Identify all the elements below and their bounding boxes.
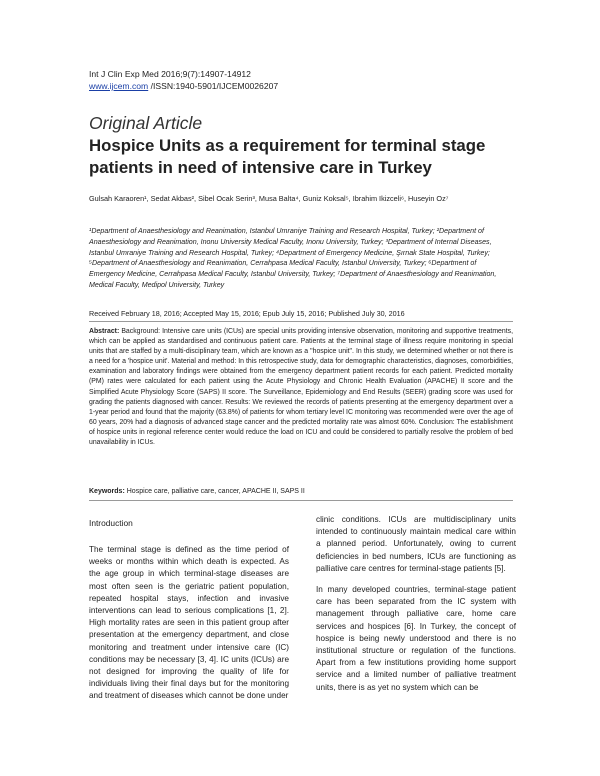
column-left bbox=[89, 517, 289, 712]
article-title: Hospice Units as a requirement for terminal stage patients in need of intensive care in Turkey bbox=[89, 136, 486, 177]
divider-bottom bbox=[89, 500, 513, 501]
section-heading-introduction: Introduction bbox=[89, 518, 133, 528]
journal-citation: Int J Clin Exp Med 2016;9(7):14907-14912 bbox=[89, 69, 251, 79]
article-type: Original Article bbox=[89, 113, 203, 133]
journal-url-link[interactable]: www.ijcem.com bbox=[89, 81, 149, 91]
intro-paragraph-1: The terminal stage is defined as the time period of weeks or months within which death is expected. As the age group in which terminal-stage diseases are most often seen is the geriatric patient population, repeated hospital stays, infection and invasive interventions can lead to serious complications [1, 2]. High mortality rates are seen in this patient group after presentation at the emergency department, and close monitoring and treatment under intensive care (IC) conditions may be necessary [3, 4]. IC units (ICUs) are not designed for improving the quality of life for individuals living their final days but for the monitoring and treatment of diseases which cannot be done under bbox=[89, 545, 289, 701]
abstract-label: Abstract: bbox=[89, 328, 120, 335]
intro-paragraph-2: In many developed countries, terminal-stage patient care has been separated from the IC system with management through palliative care, home care services and hospices [6]. In Turkey, the concept of hospice is being newly understood and there is no institutional structure or regulation of the functions. Apart from a few institutions providing home support service and a limited number of palliative treatment units, there is as yet no system which can be bbox=[316, 585, 516, 692]
abstract-text: Background: Intensive care units (ICUs) are special units providing intensive observation, monitoring and supportive treatments, which can be applied as standardised and continuous patient care. Patients at the terminal stage of illness require monitoring in special units that are staffed by a multi-disciplinary team, which are known as a "hospice unit". In this study, we determined whether or not there is a need for a 'hospice unit'. Material and method: In this retrospective study, data for demographic characteristics, diagnoses, comorbidities, examination and laboratory findings were obtained from the emergency department patient records for each patient. Predicted mortality (PM) rates were calculated for each patient using the Acute Physiology and Chronic Health Evaluation (APACHE) II score and the Simplified Acute Physiology Score (SAPS) II score. The Surveillance, Epidemiology and End Results (SEER) grading score was used for grading the patients diagnosed with cancer. Results: We reviewed the records of patients presenting at the emergency department over a 1-year period and found that the majority (63.8%) of patients for whom tertiary level IC monitoring was recommended were over the age of 60 years, 20% had a diagnosis of advanced stage cancer and the predicted mortality rate was almost 60%. Conclusion: The establishment of hospice units in regional reference center would reduce the load on ICU and could be considered to partially resolve the problem of bed unavailability in ICUs. bbox=[89, 328, 513, 447]
publication-dates: Received February 18, 2016; Accepted May 15, 2016; Epub July 15, 2016; Published July 30, 2016 bbox=[89, 309, 405, 318]
intro-paragraph-continued: clinic conditions. ICUs are multidisciplinary units intended to continuously maintain medical care within a planned period. Unfortunately, owing to current deficiencies in bed numbers, ICUs are functioning as palliative care centres for terminal-stage patients [5]. bbox=[316, 515, 516, 573]
keywords bbox=[89, 487, 513, 497]
abstract bbox=[89, 327, 513, 448]
column-right bbox=[316, 514, 516, 703]
divider-top bbox=[89, 321, 513, 322]
journal-header bbox=[89, 68, 278, 92]
author-list: Gulsah Karaoren¹, Sedat Akbas², Sibel Ocak Serin³, Musa Balta⁴, Guniz Koksal⁵, Ibrahim Ikizceli⁶, Huseyin Oz⁷ bbox=[89, 194, 449, 203]
keywords-text: Hospice care, palliative care, cancer, APACHE II, SAPS II bbox=[124, 488, 305, 495]
keywords-label: Keywords: bbox=[89, 488, 125, 495]
affiliations: ¹Department of Anaesthesiology and Reanimation, Istanbul Umraniye Training and Research Hospital, Turkey; ²Department of Anaesthesiology and Reanimation, Inonu University Medical Faculty, Inonu University, Turkey; ³Department of Internal Diseases, Istanbul Umraniye Training and Research Hospital, Turkey; ⁴Department of Emergency Medicine, Şırnak State Hospital, Turkey; ⁵Department of Anaesthesiology and Reanimation, Cerrahpasa Medical Faculty, Istanbul University, Turkey; ⁶Department of Emergency Medicine, Cerrahpasa Medical Faculty, Istanbul University, Turkey; ⁷Department of Anaesthesiology and Reanimation, Medical Faculty, Medipol University, Turkey bbox=[89, 227, 497, 289]
journal-issn: /ISSN:1940-5901/IJCEM0026207 bbox=[148, 81, 279, 91]
journal-url-line bbox=[89, 80, 278, 92]
